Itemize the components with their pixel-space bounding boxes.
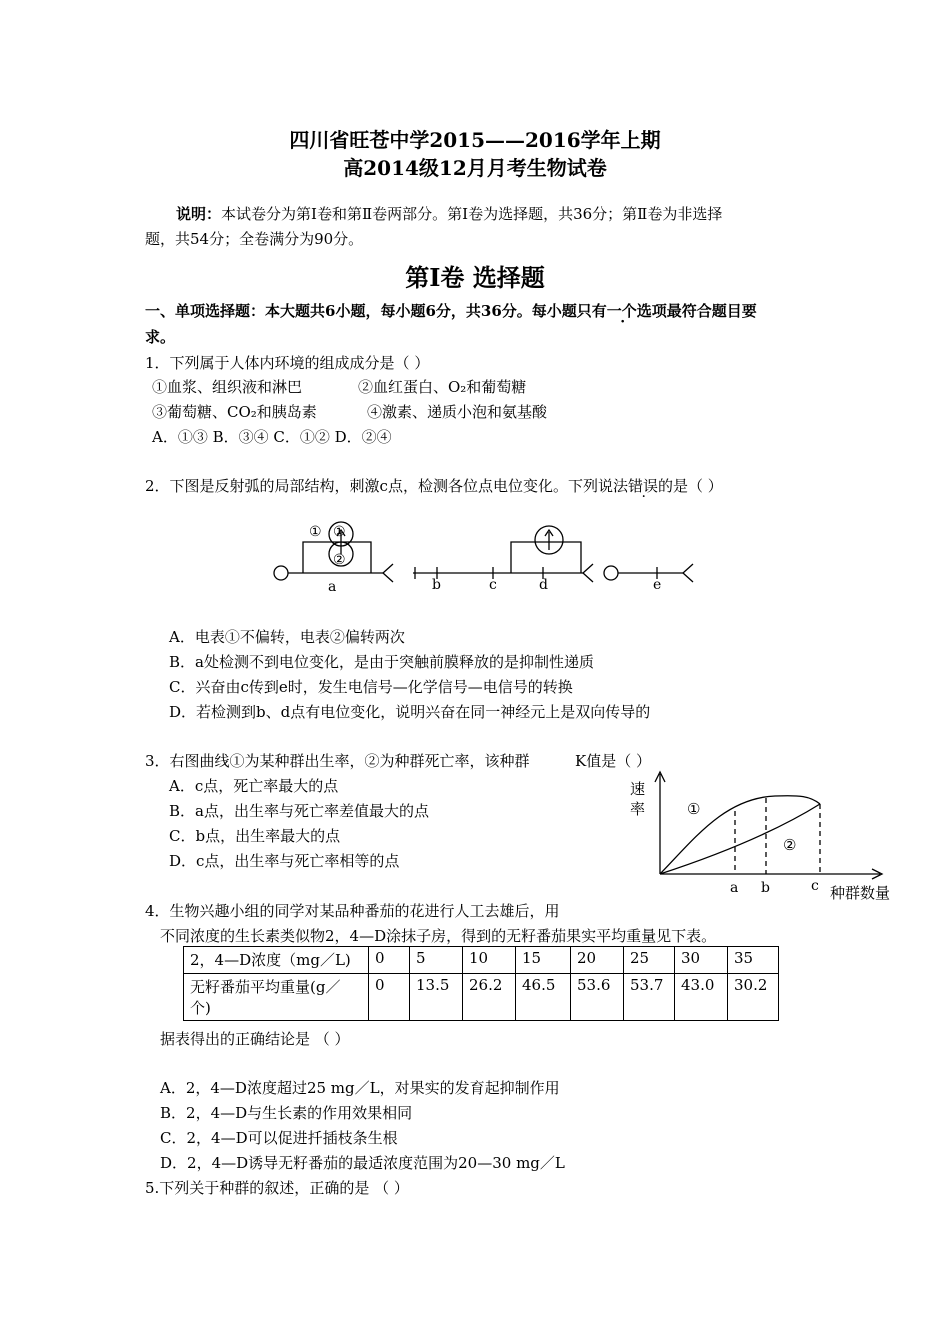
point-d-label: d [539,577,548,593]
table-cell: 0 [369,947,410,974]
meter-label-1: ① [333,524,346,540]
q1-option-4: ④激素、递质小泡和氨基酸 [367,403,548,421]
q1-option-2: ②血红蛋白、O₂和葡萄糖 [358,378,527,396]
table-cell: 5 [410,947,463,974]
point-a-label: a [328,579,337,595]
q2-option-d: D．若检测到b、d点有电位变化，说明兴奋在同一神经元上是双向传导的 [169,703,651,721]
q4-option-c: C．2，4—D可以促进扦插枝条生根 [160,1129,398,1147]
q3-option-a: A．c点，死亡率最大的点 [169,777,339,795]
curve-1-label: ① [687,800,701,818]
instructions-text-1: 本试卷分为第Ⅰ卷和第Ⅱ卷两部分。第Ⅰ卷为选择题，共36分；第Ⅱ卷为非选择 [221,205,723,223]
y-label-bottom: 率 [630,800,646,818]
part1-heading [145,300,757,321]
q1-stem: 1．下列属于人体内环境的组成成分是（ ） [145,354,430,372]
part1-heading-a: 一、单项选择题：本大题共6小题，每小题6分，共36分。每小题只有 [145,302,607,320]
point-c-label: c [489,577,497,593]
x-label: 种群数量 [830,884,891,902]
q2-option-a: A．电表①不偏转，电表②偏转两次 [169,628,405,646]
q3-stem-b: K值是（ ） [575,752,651,770]
part1-heading-c: 选项最符合题目要 [636,302,757,320]
q4-stem-2: 不同浓度的生长素类似物2，4—D涂抹子房，得到的无籽番茄果实平均重量见下表。 [160,927,717,945]
instructions-label: 说明： [176,205,222,223]
neuron-body-3 [604,566,618,580]
tick-b-label: b [761,880,770,896]
tick-c-label: c [811,878,819,894]
table-header-weight [184,974,369,1021]
q4-stem-1: 4．生物兴趣小组的同学对某品种番茄的花进行人工去雄后，用 [145,902,560,920]
q3-option-d: D．c点，出生率与死亡率相等的点 [169,852,400,870]
section-title: 第Ⅰ卷 选择题 [405,263,545,292]
table-header-concentration: 2，4—D浓度（mg／L) [184,947,369,974]
instructions-line-2: 题，共54分；全卷满分为90分。 [145,230,364,248]
table-row [184,947,779,974]
table-cell: 53.6 [571,974,624,1021]
table-cell: 30 [675,947,728,974]
q5-stem: 5.下列关于种群的叙述，正确的是 （ ） [145,1179,409,1197]
q2-stem-emphasis: 错误 [627,477,658,495]
table-cell: 13.5 [410,974,463,1021]
table-cell: 30.2 [728,974,779,1021]
table-cell: 25 [624,947,675,974]
q3-option-c: C．b点，出生率最大的点 [169,827,341,845]
table-cell: 0 [369,974,410,1021]
curve-2-label: ② [783,836,797,854]
table-cell: 53.7 [624,974,675,1021]
title-line-2: 高2014级12月月考生物试卷 [343,156,607,180]
meter-label-1b: ① [309,524,322,540]
table-header-weight-line-1: 无籽番茄平均重量(g／ [190,978,341,996]
q2-stem [145,475,723,496]
q2-stem-a: 2．下图是反射弧的局部结构，刺激c点，检测各位点电位变化。下列说法 [145,477,628,495]
q4-data-table [183,946,779,1021]
table-cell: 15 [516,947,571,974]
q3-option-b: B．a点，出生率与死亡率差值最大的点 [169,802,429,820]
part1-heading-line-2: 求。 [145,328,176,346]
point-b-label: b [432,577,441,593]
part1-heading-emphasis: 一个 [606,302,637,320]
q1-option-1: ①血浆、组织液和淋巴 [152,378,303,396]
q2-stem-c: 的是（ ） [657,477,723,495]
table-cell: 10 [463,947,516,974]
y-label-top: 速 [630,780,646,798]
neuron-body-1 [274,566,288,580]
title-line-1: 四川省旺苍中学2015——2016学年上期 [289,128,661,152]
table-cell: 46.5 [516,974,571,1021]
q4-conclusion-prompt: 据表得出的正确结论是 （ ） [160,1030,350,1048]
point-e-label: e [653,577,662,593]
q1-option-3: ③葡萄糖、CO₂和胰岛素 [152,403,317,421]
table-cell: 35 [728,947,779,974]
q3-stem-a: 3．右图曲线①为某种群出生率，②为种群死亡率，该种群 [145,752,530,770]
population-rate-graph [625,768,905,904]
q4-option-d: D．2，4—D诱导无籽番茄的最适浓度范围为20—30 mg／L [160,1154,565,1172]
instructions-line-1 [176,203,722,224]
table-cell: 26.2 [463,974,516,1021]
q1-answers: A．①③ B．③④ C．①② D．②④ [152,428,392,446]
table-cell: 20 [571,947,624,974]
q4-option-b: B．2，4—D与生长素的作用效果相同 [160,1104,413,1122]
table-row [184,974,779,1021]
tick-a-label: a [730,880,739,896]
q4-option-a: A．2，4—D浓度超过25 mg／L，对果实的发育起抑制作用 [160,1079,560,1097]
meter-label-2: ② [333,552,346,568]
q2-option-c: C．兴奋由c传到e时，发生电信号—化学信号—电信号的转换 [169,678,573,696]
q2-option-b: B．a处检测不到电位变化，是由于突触前膜释放的是抑制性递质 [169,653,594,671]
table-header-weight-line-2: 个) [190,999,211,1017]
reflex-arc-diagram [265,518,700,598]
curve-birth-rate [660,796,820,874]
table-cell: 43.0 [675,974,728,1021]
